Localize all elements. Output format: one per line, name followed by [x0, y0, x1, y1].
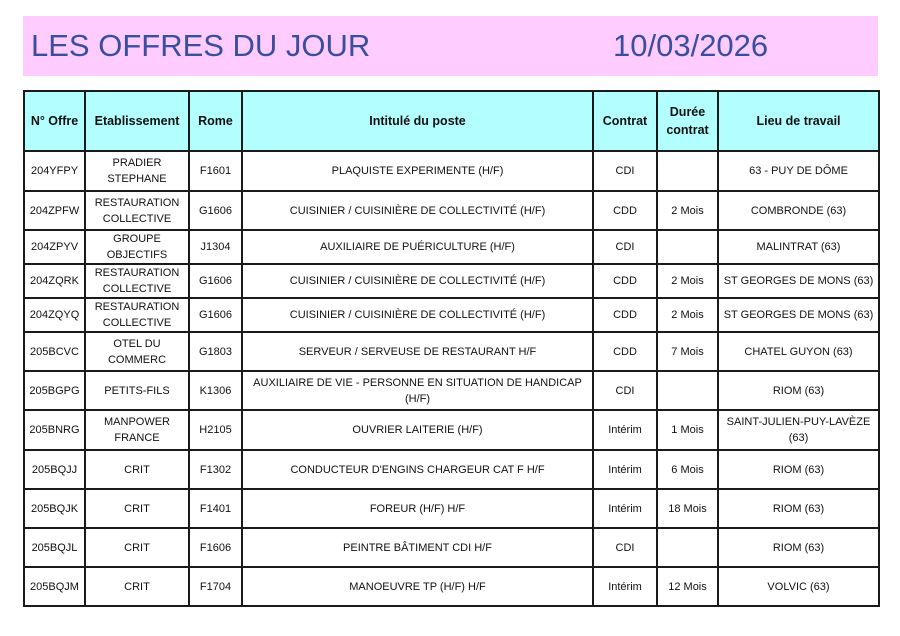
- cell-lieu: 63 - PUY DE DÔME: [718, 151, 879, 191]
- cell-duree: [657, 528, 718, 567]
- cell-duree: 1 Mois: [657, 410, 718, 450]
- cell-contrat: CDD: [593, 191, 657, 230]
- cell-intitule: MANOEUVRE TP (H/F) H/F: [242, 567, 593, 606]
- cell-etablissement: CRIT: [85, 450, 189, 489]
- cell-etablissement: RESTAURATION COLLECTIVE: [85, 298, 189, 332]
- cell-intitule: FOREUR (H/F) H/F: [242, 489, 593, 528]
- cell-rome: F1601: [189, 151, 242, 191]
- page-title: LES OFFRES DU JOUR: [31, 28, 371, 63]
- cell-lieu: CHATEL GUYON (63): [718, 332, 879, 371]
- cell-rome: F1606: [189, 528, 242, 567]
- cell-etablissement: GROUPE OBJECTIFS: [85, 230, 189, 264]
- table-row: [24, 489, 879, 528]
- cell-offre: 205BQJJ: [24, 450, 85, 489]
- column-header-contrat: Contrat: [593, 91, 657, 151]
- page-date: 10/03/2026: [613, 28, 769, 63]
- cell-intitule: OUVRIER LAITERIE (H/F): [242, 410, 593, 450]
- cell-etablissement: PRADIER STEPHANE: [85, 151, 189, 191]
- cell-contrat: Intérim: [593, 567, 657, 606]
- column-header-intitule: Intitulé du poste: [242, 91, 593, 151]
- header-banner: [23, 16, 878, 76]
- cell-etablissement: OTEL DU COMMERC: [85, 332, 189, 371]
- cell-contrat: Intérim: [593, 489, 657, 528]
- cell-intitule: CUISINIER / CUISINIÈRE DE COLLECTIVITÉ (H/F): [242, 264, 593, 298]
- cell-etablissement: CRIT: [85, 567, 189, 606]
- column-header-etablissement: Etablissement: [85, 91, 189, 151]
- cell-contrat: CDD: [593, 298, 657, 332]
- cell-lieu: RIOM (63): [718, 489, 879, 528]
- table-header-row: [24, 91, 879, 151]
- cell-etablissement: MANPOWER FRANCE: [85, 410, 189, 450]
- cell-duree: 18 Mois: [657, 489, 718, 528]
- table-row: [24, 332, 879, 371]
- cell-intitule: AUXILIAIRE DE VIE - PERSONNE EN SITUATION DE HANDICAP (H/F): [242, 371, 593, 410]
- cell-offre: 204YFPY: [24, 151, 85, 191]
- cell-intitule: AUXILIAIRE DE PUÉRICULTURE (H/F): [242, 230, 593, 264]
- cell-offre: 205BQJL: [24, 528, 85, 567]
- cell-duree: 2 Mois: [657, 191, 718, 230]
- cell-lieu: SAINT-JULIEN-PUY-LAVÈZE (63): [718, 410, 879, 450]
- offers-table: [23, 90, 880, 607]
- cell-offre: 205BQJK: [24, 489, 85, 528]
- cell-duree: [657, 230, 718, 264]
- cell-duree: 6 Mois: [657, 450, 718, 489]
- cell-rome: F1401: [189, 489, 242, 528]
- cell-offre: 205BGPG: [24, 371, 85, 410]
- cell-duree: 7 Mois: [657, 332, 718, 371]
- cell-etablissement: RESTAURATION COLLECTIVE: [85, 191, 189, 230]
- column-header-rome: Rome: [189, 91, 242, 151]
- cell-rome: J1304: [189, 230, 242, 264]
- column-header-lieu: Lieu de travail: [718, 91, 879, 151]
- table-row: [24, 410, 879, 450]
- cell-lieu: RIOM (63): [718, 450, 879, 489]
- cell-contrat: CDD: [593, 264, 657, 298]
- table-row: [24, 450, 879, 489]
- cell-rome: G1803: [189, 332, 242, 371]
- cell-duree: 2 Mois: [657, 264, 718, 298]
- cell-offre: 204ZPYV: [24, 230, 85, 264]
- cell-intitule: CONDUCTEUR D'ENGINS CHARGEUR CAT F H/F: [242, 450, 593, 489]
- table-row: [24, 567, 879, 606]
- cell-offre: 204ZQYQ: [24, 298, 85, 332]
- cell-intitule: CUISINIER / CUISINIÈRE DE COLLECTIVITÉ (H/F): [242, 298, 593, 332]
- table-row: [24, 371, 879, 410]
- cell-intitule: PLAQUISTE EXPERIMENTE (H/F): [242, 151, 593, 191]
- cell-rome: F1704: [189, 567, 242, 606]
- cell-duree: 2 Mois: [657, 298, 718, 332]
- cell-rome: K1306: [189, 371, 242, 410]
- cell-duree: 12 Mois: [657, 567, 718, 606]
- cell-rome: H2105: [189, 410, 242, 450]
- cell-etablissement: CRIT: [85, 528, 189, 567]
- cell-contrat: Intérim: [593, 410, 657, 450]
- table-row: [24, 191, 879, 230]
- cell-offre: 204ZPFW: [24, 191, 85, 230]
- cell-etablissement: PETITS-FILS: [85, 371, 189, 410]
- cell-rome: F1302: [189, 450, 242, 489]
- cell-intitule: CUISINIER / CUISINIÈRE DE COLLECTIVITÉ (H/F): [242, 191, 593, 230]
- cell-lieu: ST GEORGES DE MONS (63): [718, 298, 879, 332]
- table-row: [24, 298, 879, 332]
- cell-intitule: PEINTRE BÂTIMENT CDI H/F: [242, 528, 593, 567]
- table-row: [24, 528, 879, 567]
- table-row: [24, 264, 879, 298]
- cell-contrat: CDI: [593, 151, 657, 191]
- column-header-offre: N° Offre: [24, 91, 85, 151]
- table-row: [24, 230, 879, 264]
- cell-intitule: SERVEUR / SERVEUSE DE RESTAURANT H/F: [242, 332, 593, 371]
- cell-rome: G1606: [189, 264, 242, 298]
- cell-offre: 205BQJM: [24, 567, 85, 606]
- cell-contrat: CDI: [593, 230, 657, 264]
- cell-duree: [657, 151, 718, 191]
- cell-contrat: CDI: [593, 371, 657, 410]
- cell-etablissement: CRIT: [85, 489, 189, 528]
- cell-duree: [657, 371, 718, 410]
- cell-lieu: ST GEORGES DE MONS (63): [718, 264, 879, 298]
- column-header-duree: Durée contrat: [657, 91, 718, 151]
- cell-contrat: CDI: [593, 528, 657, 567]
- cell-offre: 205BNRG: [24, 410, 85, 450]
- cell-lieu: MALINTRAT (63): [718, 230, 879, 264]
- cell-lieu: COMBRONDE (63): [718, 191, 879, 230]
- cell-lieu: RIOM (63): [718, 371, 879, 410]
- cell-lieu: VOLVIC (63): [718, 567, 879, 606]
- cell-contrat: CDD: [593, 332, 657, 371]
- cell-rome: G1606: [189, 191, 242, 230]
- cell-offre: 205BCVC: [24, 332, 85, 371]
- cell-rome: G1606: [189, 298, 242, 332]
- cell-offre: 204ZQRK: [24, 264, 85, 298]
- cell-lieu: RIOM (63): [718, 528, 879, 567]
- cell-etablissement: RESTAURATION COLLECTIVE: [85, 264, 189, 298]
- table-row: [24, 151, 879, 191]
- cell-contrat: Intérim: [593, 450, 657, 489]
